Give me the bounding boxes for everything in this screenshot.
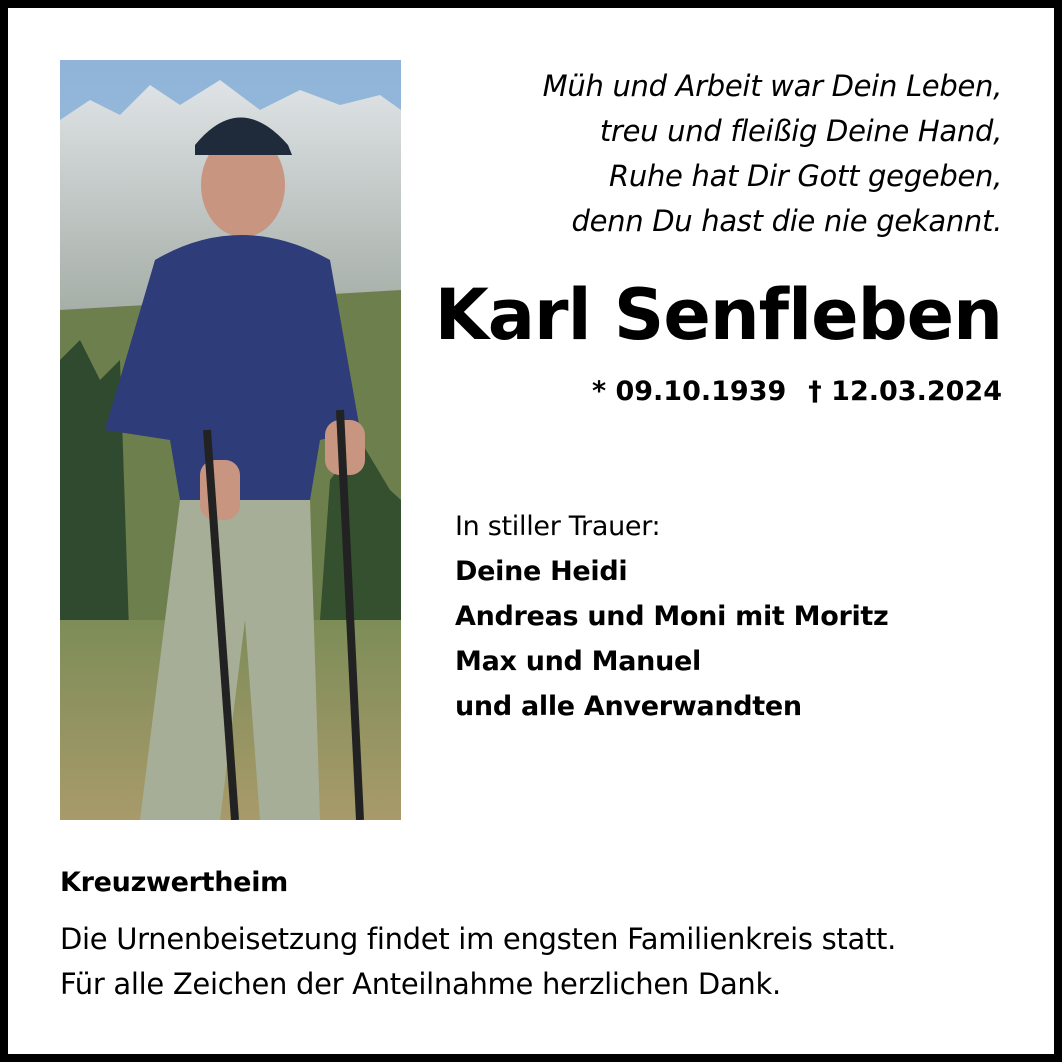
portrait-photo (60, 60, 401, 820)
deceased-name: Karl Senfleben (434, 274, 1002, 356)
mourner: Deine Heidi (455, 556, 628, 587)
note-line: Für alle Zeichen der Anteilnahme herzlichen Dank. (60, 967, 781, 1001)
poem-line: Ruhe hat Dir Gott gegeben, (609, 159, 1002, 193)
mourners-intro: In stiller Trauer: (455, 511, 661, 542)
poem-line: denn Du hast die nie gekannt. (571, 204, 1002, 238)
mourners (455, 504, 888, 729)
death-date: † 12.03.2024 (808, 376, 1002, 407)
footer (60, 860, 896, 1007)
memorial-poem (543, 64, 1002, 244)
poem-line: treu und fleißig Deine Hand, (599, 114, 1002, 148)
place: Kreuzwertheim (60, 867, 288, 898)
birth-date: * 09.10.1939 (591, 376, 787, 407)
mourner: und alle Anverwandten (455, 691, 802, 722)
mourner: Andreas und Moni mit Moritz (455, 601, 889, 632)
note-line: Die Urnenbeisetzung findet im engsten Familienkreis statt. (60, 922, 897, 956)
poem-line: Müh und Arbeit war Dein Leben, (542, 69, 1002, 103)
life-dates (592, 372, 1002, 412)
mourner: Max und Manuel (455, 646, 701, 677)
